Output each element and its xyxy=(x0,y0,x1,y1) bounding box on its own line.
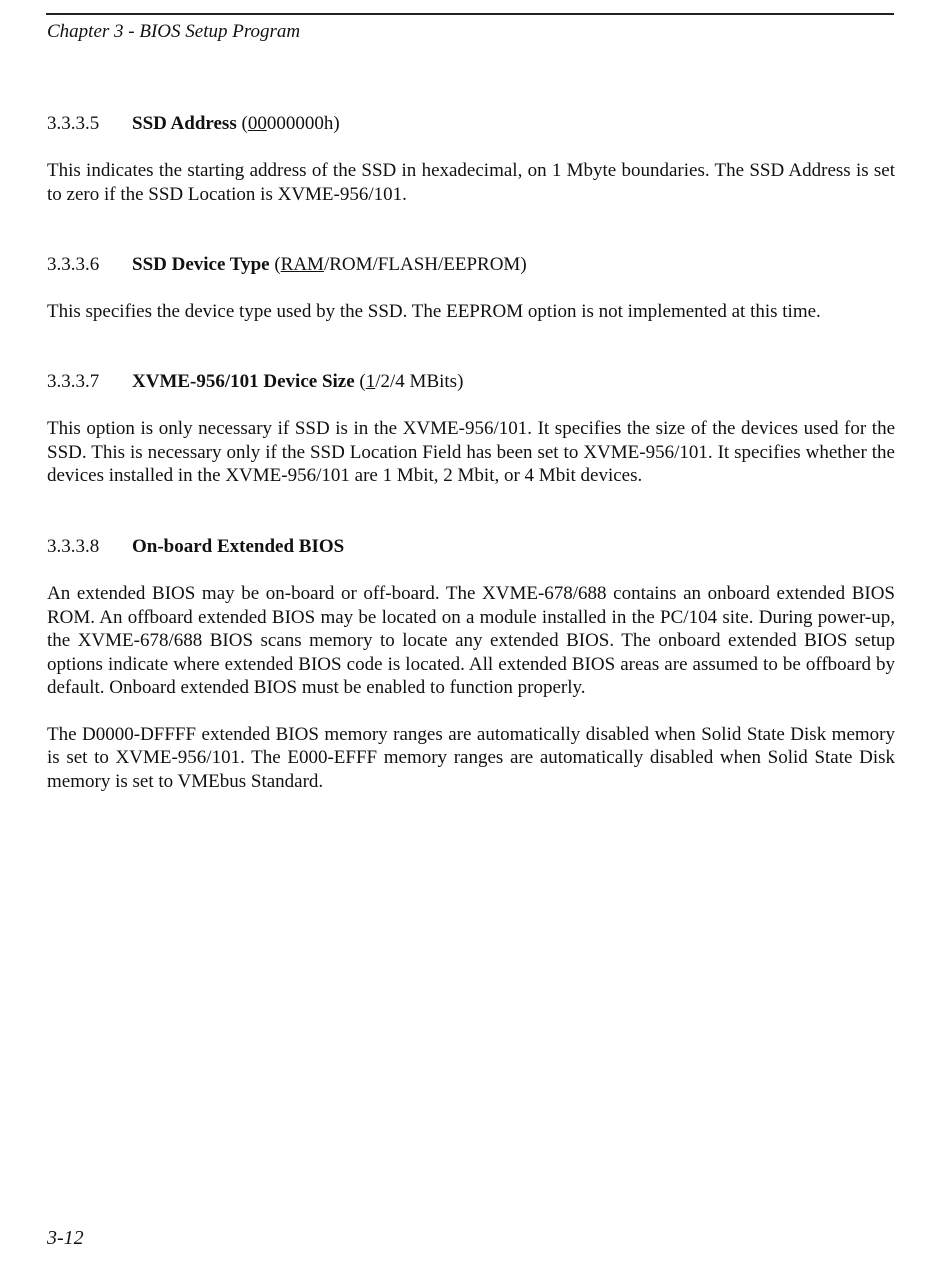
section-number: 3.3.3.5 xyxy=(47,113,100,134)
section-heading xyxy=(47,112,895,136)
header-rule xyxy=(46,13,894,15)
section-title: SSD Device Type xyxy=(132,254,270,275)
section-number: 3.3.3.7 xyxy=(47,371,100,392)
page-number: 3-12 xyxy=(47,1227,84,1249)
default-value: (00000000h) xyxy=(241,113,340,134)
default-value: (1/2/4 MBits) xyxy=(359,371,464,392)
section-paragraph: An extended BIOS may be on-board or off-board. The XVME-678/688 contains an onboard extended BIOS ROM. An offboard extended BIOS may be located on a module installed in the PC/104 site. During power-up, the XVME-678/688 BIOS scans memory to locate any extended BIOS. The onboard extended BIOS setup options indicate where extended BIOS code is located. All extended BIOS areas are assumed to be offboard by default. Onboard extended BIOS must be enabled to function properly. xyxy=(47,583,895,698)
default-value: (RAM/ROM/FLASH/EEPROM) xyxy=(274,254,527,275)
section-paragraph: The D0000-DFFFF extended BIOS memory ranges are automatically disabled when Solid State Disk memory is set to XVME-956/101. The E000-EFFF memory ranges are automatically disabled when Solid State Disk memory is set to VMEbus Standard. xyxy=(47,723,895,792)
section-heading xyxy=(47,535,895,559)
section-ssd-device-type xyxy=(47,253,895,324)
section-paragraph: This specifies the device type used by the SSD. The EEPROM option is not implemented at this time. xyxy=(47,301,821,322)
section-onboard-extended-bios xyxy=(47,535,895,793)
section-title: XVME-956/101 Device Size xyxy=(132,371,355,392)
section-heading xyxy=(47,370,895,394)
section-device-size xyxy=(47,370,895,488)
section-number: 3.3.3.8 xyxy=(47,536,100,557)
section-number: 3.3.3.6 xyxy=(47,254,100,275)
section-ssd-address xyxy=(47,112,895,206)
section-paragraph: This option is only necessary if SSD is in the XVME-956/101. It specifies the size of the devices used for the SSD. This is necessary only if the SSD Location Field has been set to XVME-956/101. It specifies whether the devices installed in the XVME-956/101 are 1 Mbit, 2 Mbit, or 4 Mbit devices. xyxy=(47,418,895,486)
section-paragraph: This indicates the starting address of the SSD in hexadecimal, on 1 Mbyte boundaries. The SSD Address is set to zero if the SSD Location is XVME-956/101. xyxy=(47,160,895,205)
running-header: Chapter 3 - BIOS Setup Program xyxy=(47,21,301,42)
section-title: On-board Extended BIOS xyxy=(132,536,345,557)
section-title: SSD Address xyxy=(132,113,237,134)
section-heading xyxy=(47,253,895,277)
